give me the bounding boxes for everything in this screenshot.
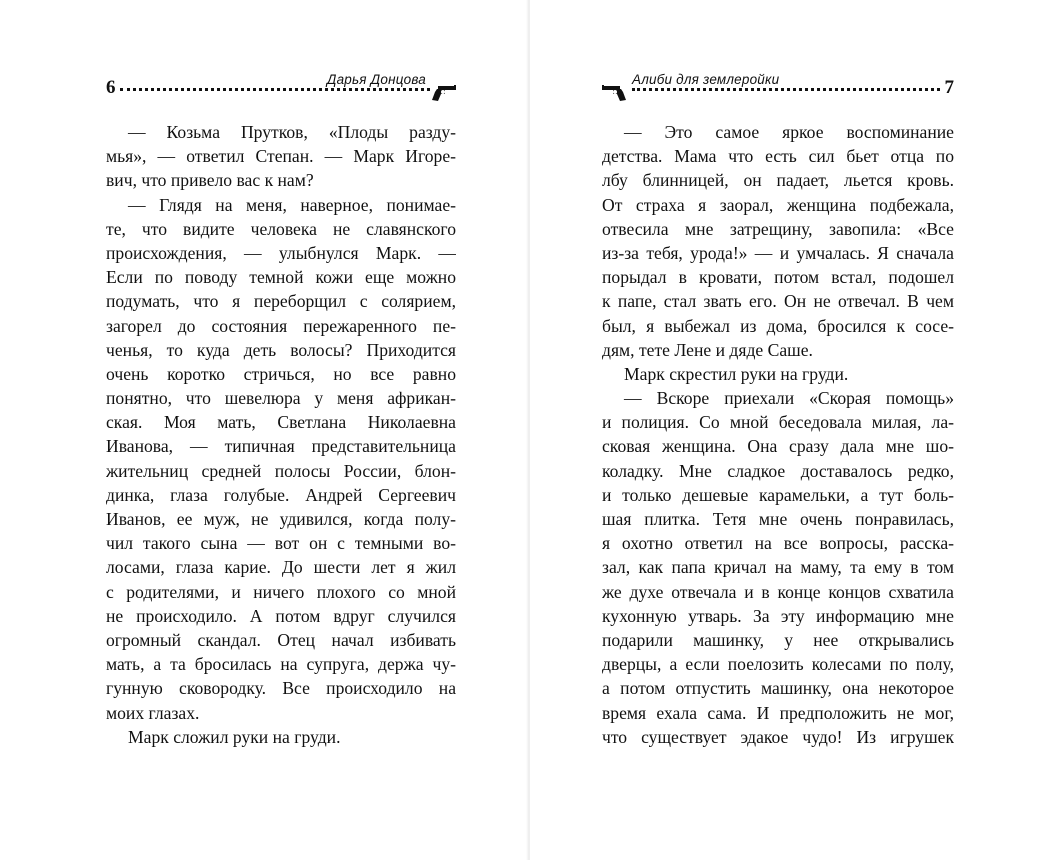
text-line: из-за тебя, урода!» — и умчалась. Я сначала — [602, 242, 954, 263]
text-line: моих глазах. — [106, 702, 200, 723]
text-line: был, я выбежал из дома, бросился к сосе- — [602, 315, 954, 336]
text-line: гунную сковородку. Все происходило на — [106, 678, 456, 699]
text-line: дверцы, а если поелозить колесами по полу, — [602, 654, 954, 675]
text-line: Марк скрестил руки на груди. — [624, 363, 849, 384]
text-line: и только дешевые карамельки, а тут боль- — [602, 484, 954, 505]
text-line: те, что видите человека не славянского — [106, 218, 456, 239]
right-running-title: Алиби для землеройки — [632, 72, 780, 87]
text-line: Если по поводу темной кожи еще можно — [106, 267, 456, 288]
right-page-text — [602, 120, 954, 749]
text-line: Иванова, — типичная представительница — [106, 436, 456, 457]
text-line: загорел до состояния пережаренного пе- — [106, 315, 456, 336]
text-line: с родителями, и ничего плохого со мной — [106, 581, 456, 602]
left-page — [0, 0, 529, 860]
text-line: понятно, что шевелюра у меня африкан- — [106, 388, 456, 409]
text-line: мья», — ответил Степан. — Марк Игоре- — [106, 146, 456, 167]
text-line: подарили машинку, у нее открывались — [602, 629, 954, 650]
text-line: мать, а та бросилась на супруга, держа чу- — [106, 654, 456, 675]
text-line: порыдал в кровати, потом встал, подошел — [602, 267, 954, 288]
text-line: происхождения, — улыбнулся Марк. — — [106, 242, 456, 263]
text-line: От страха я заорал, женщина подбежала, — [602, 194, 954, 215]
text-line: жительниц средней полосы России, блон- — [106, 460, 456, 481]
text-line: — Вскоре приехали «Скорая помощь» — [624, 388, 954, 409]
text-line: — Козьма Прутков, «Плоды разду- — [128, 122, 456, 142]
text-line: дям, тете Лене и дяде Саше. — [602, 339, 813, 360]
text-line: очень коротко стричься, но все равно — [106, 363, 456, 384]
text-line: подумать, что я переборщил с солярием, — [106, 291, 456, 312]
text-line: и полиция. Со мной беседовала милая, ла- — [602, 412, 954, 433]
right-page — [530, 0, 1059, 860]
text-line: динка, глаза голубые. Андрей Сергеевич — [106, 484, 456, 505]
left-header-dotted-rule — [120, 88, 430, 91]
right-header-dotted-rule — [632, 88, 940, 91]
text-line: огромный скандал. Отец начал избивать — [106, 629, 456, 650]
text-line: ченья, то куда деть волосы? Приходится — [106, 339, 456, 360]
text-line: Марк сложил руки на груди. — [128, 726, 341, 747]
left-running-header — [106, 72, 456, 102]
text-line: ская. Моя мать, Светлана Николаевна — [106, 412, 456, 433]
text-line: я охотно ответил на все вопросы, расска- — [602, 533, 954, 554]
text-line: чил такого сына — вот он с темными во- — [106, 533, 456, 554]
revolver-icon — [430, 84, 456, 102]
text-line: — Глядя на меня, наверное, понимае- — [128, 194, 456, 215]
text-line: Иванов, ее муж, не удивился, когда полу- — [106, 509, 456, 529]
text-line: шая плитка. Тетя мне очень понравилась, — [602, 509, 954, 529]
left-page-text — [106, 120, 456, 749]
text-line: же духе отвечала и в конце концов схватила — [602, 581, 954, 602]
text-line: отвесила мне затрещину, завопила: «Все — [602, 218, 954, 239]
text-line: кухонную утварь. За эту информацию мне — [602, 605, 954, 626]
text-line: лбу блинницей, он падает, льется кровь. — [602, 170, 954, 191]
text-line: детства. Мама что есть сил бьет отца по — [602, 146, 954, 167]
text-line: — Это самое яркое воспоминание — [624, 122, 954, 142]
text-line: время ехала сама. И предположить не мог, — [602, 702, 954, 723]
right-running-header — [602, 72, 954, 102]
text-line: а потом отпустить машинку, она некоторое — [602, 678, 954, 699]
text-line: не происходило. А потом вдруг случился — [106, 605, 456, 626]
text-line: что существует эдакое чудо! Из игрушек — [602, 726, 954, 747]
right-page-number: 7 — [944, 77, 954, 98]
left-page-number: 6 — [106, 77, 116, 98]
text-line: зал, как папа кричал на маму, та ему в том — [602, 557, 954, 578]
left-running-title: Дарья Донцова — [326, 72, 426, 87]
revolver-icon — [602, 84, 628, 102]
text-line: вич, что привело вас к нам? — [106, 170, 314, 191]
text-line: лосами, глаза карие. До шести лет я жил — [106, 557, 456, 578]
text-line: коладку. Мне сладкое доставалось редко, — [602, 460, 954, 481]
text-line: к папе, стал звать его. Он не отвечал. В чем — [602, 291, 954, 312]
text-line: сковая женщина. Она сразу дала мне шо- — [602, 436, 954, 457]
